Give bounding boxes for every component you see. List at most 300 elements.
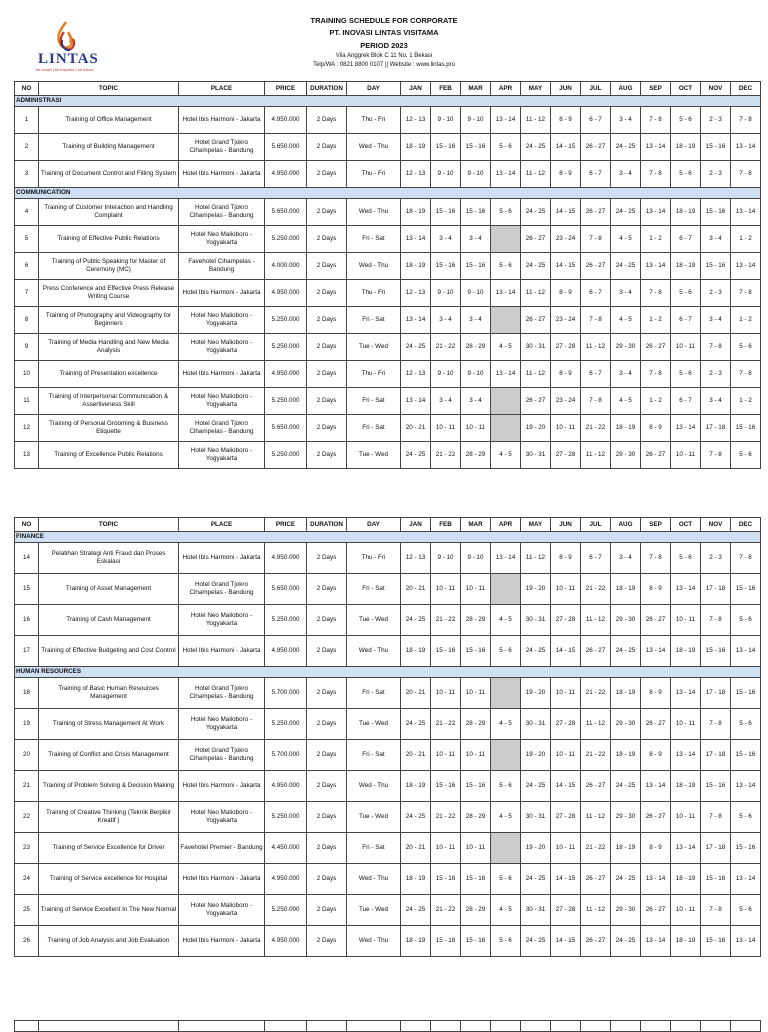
month-date-cell: 11 - 12 <box>581 709 611 740</box>
row-number: 19 <box>15 709 39 740</box>
place-cell: Hotel Neo Malioboro - Yogyakarta <box>179 802 265 833</box>
place-cell: Hotel Grand Tjokro Cihampelas - Bandung <box>179 678 265 709</box>
topic-cell: Training of Creative Thinking (Teknik Berpikir Kreatif ) <box>39 802 179 833</box>
duration-cell: 2 Days <box>307 895 347 926</box>
title-line-3: PERIOD 2023 <box>360 41 408 50</box>
topic-cell: Training of Media Handling and New Media Analysis <box>39 334 179 361</box>
month-date-cell: 10 - 11 <box>671 605 701 636</box>
month-date-cell: 18 - 19 <box>401 199 431 226</box>
title-line-1: TRAINING SCHEDULE FOR CORPORATE <box>310 16 458 25</box>
topic-cell: Training of Interpersonal Communication & Assertiveness Skill <box>39 388 179 415</box>
month-date-cell: 7 - 8 <box>701 895 731 926</box>
month-date-cell: 13 - 14 <box>491 361 521 388</box>
price-cell: 4.950.000 <box>265 864 307 895</box>
row-number: 22 <box>15 802 39 833</box>
month-date-cell: 7 - 8 <box>701 605 731 636</box>
duration-cell: 2 Days <box>307 388 347 415</box>
month-date-cell: 27 - 28 <box>551 442 581 469</box>
month-date-cell: 18 - 19 <box>671 134 701 161</box>
month-date-cell <box>491 740 521 771</box>
month-date-cell <box>491 833 521 864</box>
month-date-cell: 13 - 14 <box>671 678 701 709</box>
month-date-cell: 29 - 30 <box>611 442 641 469</box>
month-date-cell: 26 - 27 <box>521 388 551 415</box>
month-date-cell: 4 - 5 <box>491 802 521 833</box>
day-cell: Wed - Thu <box>347 864 401 895</box>
month-date-cell: 17 - 18 <box>701 740 731 771</box>
month-date-cell <box>491 574 521 605</box>
month-date-cell: 21 - 22 <box>581 678 611 709</box>
month-date-cell: 26 - 27 <box>581 771 611 802</box>
month-date-cell: 26 - 27 <box>581 926 611 957</box>
month-date-cell: 6 - 7 <box>671 388 701 415</box>
month-date-cell: 4 - 5 <box>491 605 521 636</box>
duration-cell: 2 Days <box>307 678 347 709</box>
place-cell: Favehotel Cihampelas - Bandung <box>179 253 265 280</box>
month-date-cell: 3 - 4 <box>701 307 731 334</box>
topic-cell: Training of Personal Grooming & Business Etiquette <box>39 415 179 442</box>
month-date-cell: 26 - 27 <box>581 636 611 667</box>
month-date-cell: 10 - 11 <box>461 740 491 771</box>
month-date-cell: 5 - 6 <box>671 543 701 574</box>
month-date-cell: 21 - 22 <box>581 833 611 864</box>
price-cell: 5.250.000 <box>265 226 307 253</box>
month-date-cell: 1 - 2 <box>641 226 671 253</box>
table-row <box>15 802 761 833</box>
month-date-cell: 15 - 16 <box>431 253 461 280</box>
place-cell: Hotel Neo Malioboro - Yogyakarta <box>179 307 265 334</box>
month-date-cell: 28 - 29 <box>461 895 491 926</box>
day-cell: Fri - Sat <box>347 415 401 442</box>
month-date-cell: 12 - 13 <box>401 543 431 574</box>
month-date-cell: 24 - 25 <box>521 864 551 895</box>
duration-cell: 2 Days <box>307 253 347 280</box>
month-date-cell: 13 - 14 <box>401 226 431 253</box>
price-cell: 5.700.000 <box>265 678 307 709</box>
month-date-cell: 5 - 6 <box>731 895 761 926</box>
topic-cell: Training of Job Analysis and Job Evaluation <box>39 926 179 957</box>
month-date-cell: 24 - 25 <box>611 253 641 280</box>
table-row <box>15 107 761 134</box>
duration-cell: 2 Days <box>307 280 347 307</box>
day-cell: Fri - Sat <box>347 388 401 415</box>
table-row <box>15 771 761 802</box>
month-date-cell: 15 - 16 <box>461 926 491 957</box>
price-cell: 5.250.000 <box>265 709 307 740</box>
month-date-cell: 14 - 15 <box>551 771 581 802</box>
month-date-cell: 13 - 14 <box>401 307 431 334</box>
table-row <box>15 678 761 709</box>
month-date-cell: 13 - 14 <box>671 740 701 771</box>
day-cell: Wed - Thu <box>347 253 401 280</box>
month-date-cell: 8 - 9 <box>551 280 581 307</box>
month-date-cell: 4 - 5 <box>611 226 641 253</box>
month-date-cell: 29 - 30 <box>611 895 641 926</box>
place-cell: Hotel Neo Malioboro - Yogyakarta <box>179 895 265 926</box>
row-number: 17 <box>15 636 39 667</box>
month-date-cell: 19 - 20 <box>521 678 551 709</box>
month-date-cell: 15 - 16 <box>461 864 491 895</box>
topic-cell: Training of Cash Management <box>39 605 179 636</box>
column-header: JAN <box>401 82 431 96</box>
column-header: DEC <box>731 518 761 532</box>
month-date-cell: 5 - 6 <box>731 802 761 833</box>
month-date-cell: 12 - 13 <box>401 280 431 307</box>
row-number: 20 <box>15 740 39 771</box>
table-row <box>15 280 761 307</box>
month-date-cell: 8 - 9 <box>641 415 671 442</box>
month-date-cell: 7 - 8 <box>701 802 731 833</box>
month-date-cell: 30 - 31 <box>521 442 551 469</box>
month-date-cell: 10 - 11 <box>431 833 461 864</box>
month-date-cell: 8 - 9 <box>641 678 671 709</box>
place-cell: Hotel Ibis Harmoni - Jakarta <box>179 771 265 802</box>
column-header: NOV <box>701 82 731 96</box>
month-date-cell: 29 - 30 <box>611 802 641 833</box>
month-date-cell: 7 - 8 <box>641 280 671 307</box>
place-cell: Hotel Grand Tjokro Cihampelas - Bandung <box>179 740 265 771</box>
month-date-cell: 26 - 27 <box>641 605 671 636</box>
place-cell: Hotel Grand Tjokro Cihampelas - Bandung <box>179 574 265 605</box>
month-date-cell: 1 - 2 <box>641 307 671 334</box>
day-cell: Tue - Wed <box>347 895 401 926</box>
month-date-cell: 14 - 15 <box>551 134 581 161</box>
price-cell: 5.700.000 <box>265 740 307 771</box>
month-date-cell: 30 - 31 <box>521 802 551 833</box>
month-date-cell: 5 - 6 <box>671 280 701 307</box>
month-date-cell: 7 - 8 <box>641 543 671 574</box>
month-date-cell: 15 - 16 <box>461 636 491 667</box>
column-header: FEB <box>431 518 461 532</box>
duration-cell: 2 Days <box>307 864 347 895</box>
table-row <box>15 161 761 188</box>
month-date-cell: 14 - 15 <box>551 926 581 957</box>
table-row <box>15 442 761 469</box>
place-cell: Hotel Neo Malioboro - Yogyakarta <box>179 388 265 415</box>
month-date-cell: 5 - 6 <box>491 926 521 957</box>
month-date-cell: 27 - 28 <box>551 605 581 636</box>
month-date-cell: 15 - 16 <box>461 199 491 226</box>
row-number: 15 <box>15 574 39 605</box>
month-date-cell: 10 - 11 <box>671 895 701 926</box>
topic-cell: Training of Public Speaking for Master of Ceremony (MC) <box>39 253 179 280</box>
month-date-cell: 21 - 22 <box>431 442 461 469</box>
month-date-cell: 15 - 16 <box>461 134 491 161</box>
month-date-cell: 6 - 7 <box>581 543 611 574</box>
month-date-cell: 21 - 22 <box>431 802 461 833</box>
month-date-cell: 18 - 19 <box>671 636 701 667</box>
month-date-cell: 15 - 16 <box>431 926 461 957</box>
topic-cell: Training of Service Excellence for Driver <box>39 833 179 864</box>
month-date-cell: 3 - 4 <box>611 543 641 574</box>
table-row <box>15 895 761 926</box>
month-date-cell: 29 - 30 <box>611 709 641 740</box>
month-date-cell: 7 - 8 <box>731 161 761 188</box>
month-date-cell: 21 - 22 <box>581 415 611 442</box>
month-date-cell: 8 - 9 <box>551 161 581 188</box>
month-date-cell: 8 - 9 <box>551 543 581 574</box>
month-date-cell: 5 - 6 <box>491 636 521 667</box>
month-date-cell: 10 - 11 <box>461 415 491 442</box>
month-date-cell: 3 - 4 <box>461 307 491 334</box>
month-date-cell: 10 - 11 <box>671 709 701 740</box>
topic-cell: Training of Asset Management <box>39 574 179 605</box>
month-date-cell: 3 - 4 <box>701 226 731 253</box>
logo-wordmark: LINTAS <box>38 51 99 67</box>
topic-cell: Training of Building Management <box>39 134 179 161</box>
month-date-cell: 24 - 25 <box>401 334 431 361</box>
duration-cell: 2 Days <box>307 636 347 667</box>
price-cell: 5.250.000 <box>265 388 307 415</box>
month-date-cell: 5 - 6 <box>731 605 761 636</box>
month-date-cell: 7 - 8 <box>731 280 761 307</box>
month-date-cell: 11 - 12 <box>521 280 551 307</box>
month-date-cell: 10 - 11 <box>431 678 461 709</box>
month-date-cell: 28 - 29 <box>461 802 491 833</box>
table-row <box>15 361 761 388</box>
month-date-cell: 28 - 29 <box>461 709 491 740</box>
month-date-cell: 5 - 6 <box>671 107 701 134</box>
month-date-cell: 3 - 4 <box>611 161 641 188</box>
month-date-cell: 20 - 21 <box>401 833 431 864</box>
column-header: OCT <box>671 518 701 532</box>
month-date-cell: 26 - 27 <box>581 134 611 161</box>
month-date-cell: 15 - 16 <box>431 134 461 161</box>
month-date-cell: 6 - 7 <box>581 161 611 188</box>
address: Vila Anggrek Blok C 11 No. 1 Bekasi <box>335 53 433 59</box>
price-cell: 4.950.000 <box>265 107 307 134</box>
month-date-cell <box>491 226 521 253</box>
month-date-cell: 12 - 13 <box>401 161 431 188</box>
month-date-cell: 7 - 8 <box>581 307 611 334</box>
day-cell: Fri - Sat <box>347 678 401 709</box>
topic-cell: Training of Basic Human Resources Management <box>39 678 179 709</box>
duration-cell: 2 Days <box>307 442 347 469</box>
month-date-cell: 27 - 28 <box>551 895 581 926</box>
day-cell: Tue - Wed <box>347 802 401 833</box>
month-date-cell: 15 - 16 <box>701 864 731 895</box>
month-date-cell: 4 - 5 <box>491 895 521 926</box>
place-cell: Hotel Neo Malioboro - Yogyakarta <box>179 605 265 636</box>
month-date-cell: 3 - 4 <box>431 226 461 253</box>
month-date-cell: 20 - 21 <box>401 415 431 442</box>
month-date-cell: 14 - 15 <box>551 253 581 280</box>
table-row <box>15 636 761 667</box>
place-cell: Favehotel Premier - Bandung <box>179 833 265 864</box>
month-date-cell: 19 - 20 <box>521 740 551 771</box>
month-date-cell: 15 - 16 <box>731 740 761 771</box>
row-number: 25 <box>15 895 39 926</box>
column-header <box>39 1021 179 1032</box>
column-header <box>731 1021 761 1032</box>
month-date-cell: 26 - 27 <box>521 307 551 334</box>
place-cell: Hotel Ibis Harmoni - Jakarta <box>179 543 265 574</box>
column-header <box>265 1021 307 1032</box>
price-cell: 5.250.000 <box>265 442 307 469</box>
duration-cell: 2 Days <box>307 107 347 134</box>
place-cell: Hotel Ibis Harmoni - Jakarta <box>179 107 265 134</box>
month-date-cell: 10 - 11 <box>431 740 461 771</box>
column-header: DEC <box>731 82 761 96</box>
day-cell: Thu - Fri <box>347 107 401 134</box>
month-date-cell: 18 - 19 <box>611 678 641 709</box>
row-number: 16 <box>15 605 39 636</box>
column-header: JUN <box>551 82 581 96</box>
column-header: MAY <box>521 518 551 532</box>
month-date-cell: 11 - 12 <box>521 361 551 388</box>
month-date-cell: 9 - 10 <box>461 280 491 307</box>
month-date-cell: 26 - 27 <box>641 334 671 361</box>
month-date-cell: 15 - 16 <box>701 253 731 280</box>
month-date-cell: 26 - 27 <box>581 199 611 226</box>
table-header-row <box>15 518 761 532</box>
month-date-cell: 26 - 27 <box>641 442 671 469</box>
month-date-cell: 14 - 15 <box>551 636 581 667</box>
month-date-cell: 7 - 8 <box>731 107 761 134</box>
month-date-cell: 13 - 14 <box>491 280 521 307</box>
column-header: FEB <box>431 82 461 96</box>
column-header: NOV <box>701 518 731 532</box>
month-date-cell: 18 - 19 <box>671 771 701 802</box>
day-cell: Tue - Wed <box>347 334 401 361</box>
table-row <box>15 864 761 895</box>
month-date-cell: 10 - 11 <box>461 574 491 605</box>
month-date-cell: 11 - 12 <box>581 334 611 361</box>
month-date-cell: 23 - 24 <box>551 307 581 334</box>
column-header <box>521 1021 551 1032</box>
price-cell: 4.950.000 <box>265 280 307 307</box>
row-number: 18 <box>15 678 39 709</box>
column-header <box>347 1021 401 1032</box>
topic-cell: Training of Excellence Public Relations <box>39 442 179 469</box>
month-date-cell: 6 - 7 <box>581 280 611 307</box>
price-cell: 5.250.000 <box>265 334 307 361</box>
place-cell: Hotel Grand Tjokro Cihampelas - Bandung <box>179 134 265 161</box>
row-number: 5 <box>15 226 39 253</box>
duration-cell: 2 Days <box>307 361 347 388</box>
month-date-cell: 2 - 3 <box>701 280 731 307</box>
column-header <box>671 1021 701 1032</box>
month-date-cell: 7 - 8 <box>701 334 731 361</box>
month-date-cell: 8 - 9 <box>641 833 671 864</box>
month-date-cell: 24 - 25 <box>401 709 431 740</box>
month-date-cell: 30 - 31 <box>521 605 551 636</box>
column-header <box>179 1021 265 1032</box>
topic-cell: Training of Effective Budgeting and Cost Control <box>39 636 179 667</box>
month-date-cell: 24 - 25 <box>521 253 551 280</box>
month-date-cell: 13 - 14 <box>671 415 701 442</box>
day-cell: Wed - Thu <box>347 636 401 667</box>
month-date-cell: 19 - 20 <box>521 574 551 605</box>
month-date-cell: 10 - 11 <box>551 574 581 605</box>
month-date-cell <box>491 678 521 709</box>
month-date-cell: 15 - 16 <box>731 574 761 605</box>
month-date-cell: 14 - 15 <box>551 199 581 226</box>
table-row <box>15 574 761 605</box>
column-header <box>401 1021 431 1032</box>
column-header <box>307 1021 347 1032</box>
month-date-cell: 24 - 25 <box>611 771 641 802</box>
month-date-cell: 9 - 10 <box>461 161 491 188</box>
month-date-cell: 18 - 19 <box>401 253 431 280</box>
month-date-cell: 9 - 10 <box>431 361 461 388</box>
month-date-cell: 29 - 30 <box>611 334 641 361</box>
logo-tagline: be smart | be inspired | be future <box>36 67 94 72</box>
month-date-cell: 17 - 18 <box>701 574 731 605</box>
month-date-cell: 24 - 25 <box>521 134 551 161</box>
month-date-cell: 3 - 4 <box>611 280 641 307</box>
column-header: TOPIC <box>39 518 179 532</box>
month-date-cell: 14 - 15 <box>551 864 581 895</box>
price-cell: 5.650.000 <box>265 415 307 442</box>
duration-cell: 2 Days <box>307 334 347 361</box>
month-date-cell: 15 - 16 <box>701 134 731 161</box>
month-date-cell: 9 - 10 <box>461 361 491 388</box>
month-date-cell: 24 - 25 <box>401 895 431 926</box>
table-row <box>15 415 761 442</box>
column-header: NO <box>15 82 39 96</box>
month-date-cell: 28 - 29 <box>461 605 491 636</box>
month-date-cell: 15 - 16 <box>701 771 731 802</box>
month-date-cell: 21 - 22 <box>431 895 461 926</box>
topic-cell: Training of Stress Management At Work <box>39 709 179 740</box>
table-row <box>15 543 761 574</box>
price-cell: 5.650.000 <box>265 134 307 161</box>
month-date-cell: 3 - 4 <box>431 307 461 334</box>
price-cell: 5.250.000 <box>265 605 307 636</box>
month-date-cell: 13 - 14 <box>491 107 521 134</box>
schedule-table-3-partial <box>14 1020 761 1032</box>
month-date-cell: 19 - 20 <box>521 415 551 442</box>
month-date-cell: 24 - 25 <box>611 199 641 226</box>
month-date-cell: 30 - 31 <box>521 709 551 740</box>
month-date-cell: 11 - 12 <box>581 802 611 833</box>
price-cell: 5.650.000 <box>265 574 307 605</box>
day-cell: Thu - Fri <box>347 361 401 388</box>
month-date-cell: 7 - 8 <box>701 442 731 469</box>
day-cell: Thu - Fri <box>347 161 401 188</box>
month-date-cell: 13 - 14 <box>641 199 671 226</box>
month-date-cell: 13 - 14 <box>731 134 761 161</box>
month-date-cell: 17 - 18 <box>701 678 731 709</box>
month-date-cell: 24 - 25 <box>521 636 551 667</box>
column-header: DURATION <box>307 82 347 96</box>
row-number: 26 <box>15 926 39 957</box>
month-date-cell: 10 - 11 <box>551 740 581 771</box>
month-date-cell: 5 - 6 <box>491 134 521 161</box>
month-date-cell: 3 - 4 <box>461 388 491 415</box>
day-cell: Wed - Thu <box>347 134 401 161</box>
place-cell: Hotel Grand Tjokro Cihampelas - Bandung <box>179 199 265 226</box>
month-date-cell: 1 - 2 <box>731 307 761 334</box>
month-date-cell: 18 - 19 <box>401 134 431 161</box>
month-date-cell: 6 - 7 <box>581 361 611 388</box>
price-cell: 5.250.000 <box>265 802 307 833</box>
place-cell: Hotel Ibis Harmoni - Jakarta <box>179 636 265 667</box>
row-number: 23 <box>15 833 39 864</box>
column-header <box>701 1021 731 1032</box>
row-number: 10 <box>15 361 39 388</box>
month-date-cell: 20 - 21 <box>401 740 431 771</box>
price-cell: 4.950.000 <box>265 161 307 188</box>
duration-cell: 2 Days <box>307 226 347 253</box>
row-number: 21 <box>15 771 39 802</box>
month-date-cell: 24 - 25 <box>611 636 641 667</box>
month-date-cell: 13 - 14 <box>641 636 671 667</box>
month-date-cell: 20 - 21 <box>401 574 431 605</box>
price-cell: 5.250.000 <box>265 307 307 334</box>
month-date-cell: 21 - 22 <box>581 574 611 605</box>
